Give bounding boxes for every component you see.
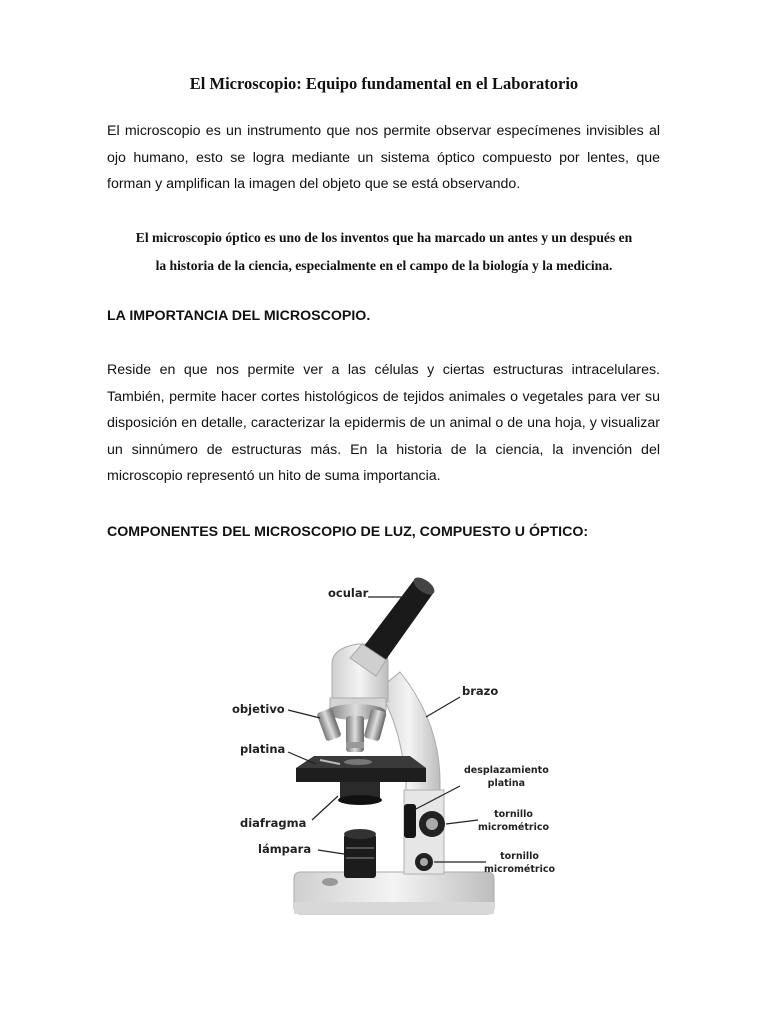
section-heading-importance: LA IMPORTANCIA DEL MICROSCOPIO.: [107, 308, 371, 324]
quote-line-2: la historia de la ciencia, especialmente en el campo de la biología y la medicina.: [155, 258, 613, 273]
label-objetivo: objetivo: [232, 702, 285, 716]
label-desplazamiento-line1: desplazamiento: [464, 765, 549, 776]
label-desplazamiento-platina: [464, 764, 549, 790]
label-brazo: brazo: [462, 684, 499, 698]
label-tornillo-2-line2: micrométrico: [484, 864, 555, 875]
section-heading-components: COMPONENTES DEL MICROSCOPIO DE LUZ, COMPUESTO U ÓPTICO:: [107, 524, 589, 540]
label-lampara: lámpara: [258, 842, 312, 856]
document-title: El Microscopio: Equipo fundamental en el Laboratorio: [189, 74, 579, 93]
intro-paragraph: El microscopio es un instrumento que nos permite observar especímenes invisibles al ojo humano, esto se logra mediante un sistema óptico compuesto por lentes, que forman y amplifican la imagen del objeto que se está observando.: [107, 123, 660, 192]
label-tornillo-2: [484, 850, 555, 876]
label-platina: platina: [240, 742, 286, 756]
label-tornillo-1-line1: tornillo: [494, 809, 533, 820]
importance-paragraph: Reside en que nos permite ver a las células y ciertas estructuras intracelulares. También, permite hacer cortes histológicos de tejidos animales o vegetales para ver su disposición en detalle, caracterizar la epidermis de un animal o de una hoja, y visualizar un sinnúmero de estructuras más. En la historia de la ciencia, la invención del microscopio representó un hito de suma importancia.: [107, 362, 660, 484]
label-tornillo-1: [478, 808, 549, 834]
label-desplazamiento-line2: platina: [487, 778, 526, 789]
label-ocular: ocular: [328, 586, 369, 600]
microscope-figure: [228, 572, 568, 917]
label-tornillo-2-line1: tornillo: [500, 851, 539, 862]
quote-line-1: El microscopio óptico es uno de los inventos que ha marcado un antes y un después en: [135, 230, 633, 245]
label-diafragma: diafragma: [240, 816, 307, 830]
highlight-quote: [100, 224, 668, 280]
label-tornillo-1-line2: micrométrico: [478, 822, 549, 833]
